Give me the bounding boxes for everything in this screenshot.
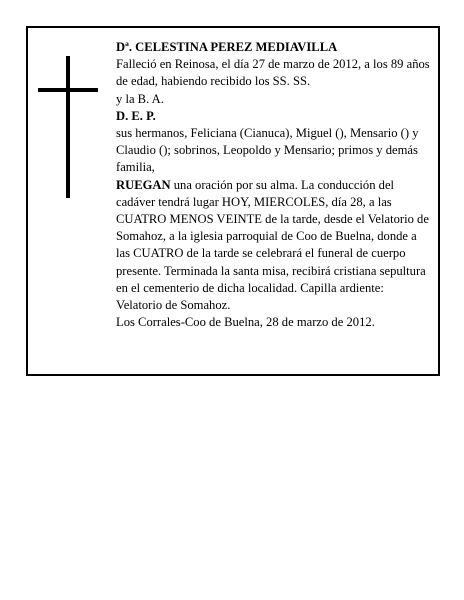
obituary-notice (26, 26, 440, 376)
cross-horizontal-bar (38, 88, 98, 92)
cross-icon (38, 56, 98, 198)
notice-text (116, 39, 432, 331)
request-keyword: RUEGAN (116, 177, 171, 192)
family-list: sus hermanos, Feliciana (Cianuca), Miguel (), Mensario () y Claudio (); sobrinos, Leopoldo y Mensario; primos y demás familia, (116, 126, 419, 175)
cross-vertical-bar (66, 56, 70, 198)
request-paragraph (116, 177, 432, 315)
closing-line: Los Corrales-Coo de Buelna, 28 de marzo de 2012. (116, 315, 375, 330)
deceased-name: Dª. CELESTINA PEREZ MEDIAVILLA (116, 40, 338, 54)
rip-line: D. E. P. (116, 108, 156, 123)
request-text: una oración por su alma. La conducción del cadáver tendrá lugar HOY, MIERCOLES, día 28, a las CUATRO MENOS VEINTE de la tarde, desde el Velatorio de Somahoz, a la iglesia parroquial de Coo de Buelna, donde a las CUATRO de la tarde se celebrará el funeral de cuerpo presente. Terminada la santa misa, recibirá cristiana sepultura en el cementerio de dicha localidad. Capilla ardiente: Velatorio de Somahoz. (116, 177, 429, 313)
sacraments-line: y la B. A. (116, 91, 164, 106)
death-info: Falleció en Reinosa, el día 27 de marzo de 2012, a los 89 años de edad, habiendo recibido los SS. SS. (116, 57, 430, 89)
